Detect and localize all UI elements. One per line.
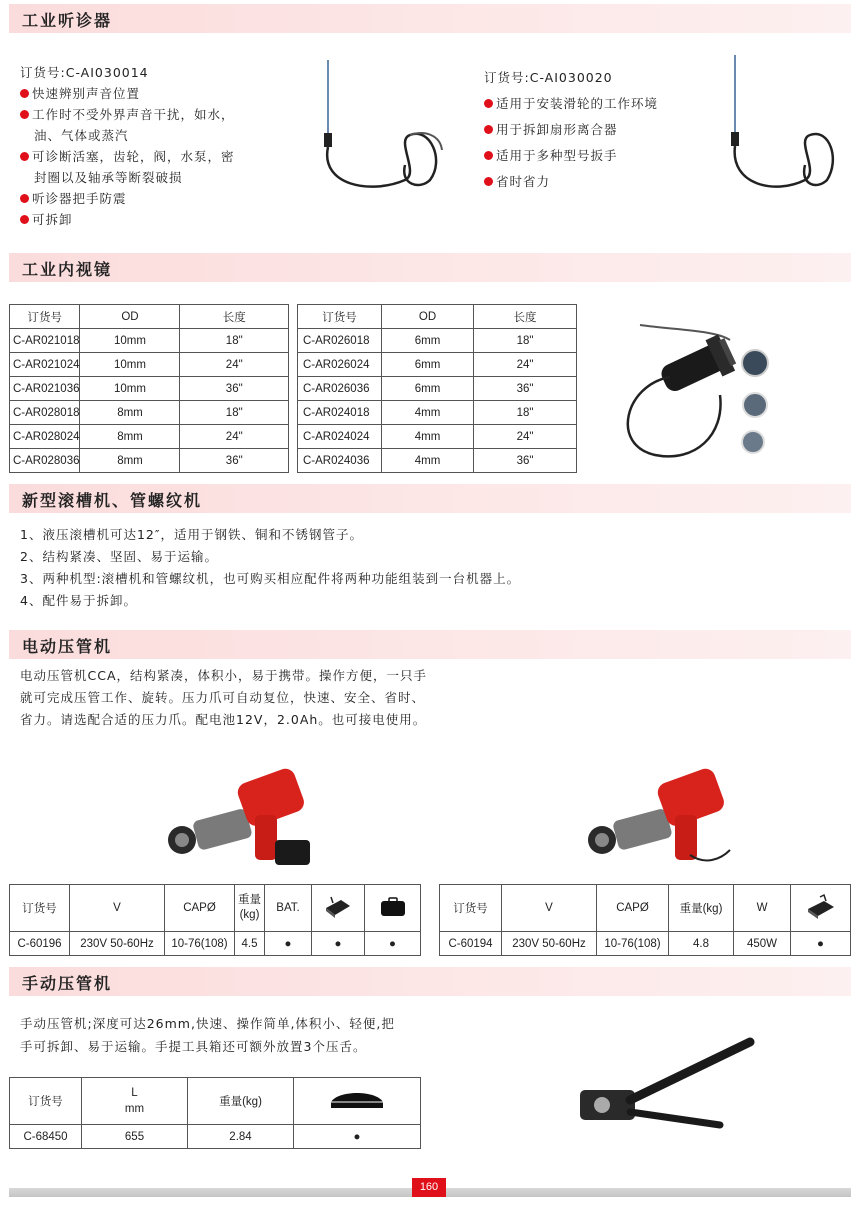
header-weight: 重量(kg) xyxy=(669,885,734,932)
cell-order: C-AR021024 xyxy=(10,353,80,377)
bullet-continuation: 油、气体或蒸汽 xyxy=(34,128,129,143)
header-od: OD xyxy=(80,305,180,329)
header-battery: BAT. xyxy=(265,885,312,932)
cell-od: 10mm xyxy=(80,353,180,377)
cell-length: 36" xyxy=(180,449,289,473)
cell-od: 10mm xyxy=(80,329,180,353)
section-header-endoscope xyxy=(9,253,851,282)
text-line: 电动压管机CCA，结构紧凑，体积小，易于携带。操作方便，一只手 xyxy=(20,668,428,683)
header-order: 订货号 xyxy=(10,1078,82,1125)
cell-length: 36" xyxy=(180,377,289,401)
bullet-text: 适用于安装滑轮的工作环境 xyxy=(496,96,659,111)
header-cap: CAPØ xyxy=(165,885,235,932)
table-row xyxy=(298,425,577,449)
table-row xyxy=(298,401,577,425)
table-row xyxy=(10,932,421,956)
cell-voltage: 230V 50-60Hz xyxy=(70,932,165,956)
bullet-dot xyxy=(20,215,29,224)
cell-length: 655 xyxy=(82,1125,188,1149)
header-weight xyxy=(235,885,265,932)
table-row xyxy=(10,329,289,353)
cell-order: C-AR028018 xyxy=(10,401,80,425)
cell-order: C-68450 xyxy=(10,1125,82,1149)
bullet-text: 可拆卸 xyxy=(32,212,73,227)
electric-press-tool-image xyxy=(580,755,740,875)
bullet-text: 听诊器把手防震 xyxy=(32,191,127,206)
endoscope-table-left xyxy=(9,304,289,473)
section-title: 手动压管机 xyxy=(22,974,113,993)
electric-press-description xyxy=(20,665,427,731)
bullet-dot xyxy=(484,177,493,186)
cell-order: C-AR024036 xyxy=(298,449,382,473)
section-header-stethoscope xyxy=(9,4,851,33)
text-line: 手可拆卸、易于运输。手提工具箱还可额外放置3个压舌。 xyxy=(20,1039,367,1054)
cell-length: 18" xyxy=(180,329,289,353)
electric-press-table-2 xyxy=(439,884,851,956)
section-header-grooving xyxy=(9,484,851,513)
cell-order: C-60194 xyxy=(440,932,502,956)
bullet-text: 可诊断活塞，齿轮，阀，水泵，密 xyxy=(32,149,235,164)
bullet-continuation: 封圈以及轴承等断裂破损 xyxy=(34,170,183,185)
table-row xyxy=(298,353,577,377)
bullet-text: 工作时不受外界声音干扰，如水， xyxy=(32,107,235,122)
cell-order: C-AR026036 xyxy=(298,377,382,401)
bullet-dot xyxy=(484,151,493,160)
table-row xyxy=(10,401,289,425)
cell-od: 8mm xyxy=(80,449,180,473)
cell-length: 18" xyxy=(474,401,577,425)
bullet-dot xyxy=(20,110,29,119)
toolbox-icon xyxy=(328,1088,386,1112)
header-case xyxy=(365,885,421,932)
section-title: 工业内视镜 xyxy=(22,260,113,279)
table-header-row xyxy=(10,885,421,932)
text-line: 手动压管机;深度可达26mm,快速、操作简单,体积小、轻便,把 xyxy=(20,1016,395,1031)
header-order: 订货号 xyxy=(440,885,502,932)
table-header-row xyxy=(10,305,289,329)
page-number: 160 xyxy=(412,1178,446,1197)
table-row xyxy=(10,449,289,473)
header-length: 长度 xyxy=(474,305,577,329)
cell-od: 8mm xyxy=(80,425,180,449)
manual-press-table xyxy=(9,1077,421,1149)
cell-battery: ● xyxy=(265,932,312,956)
text-line: 4、配件易于拆卸。 xyxy=(20,593,137,608)
cell-wattage: 450W xyxy=(734,932,791,956)
text-line: 1、液压滚槽机可达12″，适用于钢铁、铜和不锈钢管子。 xyxy=(20,527,364,542)
text-line: 省力。请选配合适的压力爪。配电池12V，2.0Ah。也可接电使用。 xyxy=(20,712,427,727)
table-row xyxy=(440,932,851,956)
cell-weight: 2.84 xyxy=(188,1125,294,1149)
stethoscope-left-info xyxy=(20,62,235,230)
header-case xyxy=(294,1078,421,1125)
endoscope-table-right xyxy=(297,304,577,473)
header-od: OD xyxy=(382,305,474,329)
cell-od: 6mm xyxy=(382,329,474,353)
table-row xyxy=(298,449,577,473)
cell-od: 4mm xyxy=(382,401,474,425)
header-length xyxy=(82,1078,188,1125)
cell-order: C-AR021036 xyxy=(10,377,80,401)
order-number: 订货号:C-AI030020 xyxy=(484,70,613,85)
cell-od: 10mm xyxy=(80,377,180,401)
cell-od: 8mm xyxy=(80,401,180,425)
cell-order: C-AR024024 xyxy=(298,425,382,449)
order-number: 订货号:C-AI030014 xyxy=(20,65,149,80)
section-header-manual-press xyxy=(9,967,851,996)
cell-order: C-AR026018 xyxy=(298,329,382,353)
table-row xyxy=(298,377,577,401)
section-title: 电动压管机 xyxy=(22,637,113,656)
cell-length: 18" xyxy=(474,329,577,353)
bullet-dot xyxy=(20,194,29,203)
header-length-label: L xyxy=(131,1087,138,1099)
bullet-dot xyxy=(484,99,493,108)
electric-press-table-1 xyxy=(9,884,421,956)
stethoscope-right-info xyxy=(484,65,658,195)
header-voltage: V xyxy=(70,885,165,932)
stethoscope-image xyxy=(310,55,460,200)
case-icon xyxy=(804,893,838,921)
cell-voltage: 230V 50-60Hz xyxy=(502,932,597,956)
bullet-dot xyxy=(20,152,29,161)
section-title: 新型滚槽机、管螺纹机 xyxy=(22,491,203,510)
cell-order: C-AR028024 xyxy=(10,425,80,449)
text-line: 2、结构紧凑、坚固、易于运输。 xyxy=(20,549,218,564)
table-row xyxy=(10,425,289,449)
cell-od: 6mm xyxy=(382,377,474,401)
cell-length: 24" xyxy=(474,353,577,377)
cell-cap: 10-76(108) xyxy=(597,932,669,956)
table-row xyxy=(10,1125,421,1149)
text-line: 就可完成压管工作、旋转。压力爪可自动复位，快速、安全、省时、 xyxy=(20,690,426,705)
header-weight-unit: (kg) xyxy=(239,909,260,921)
cell-length: 24" xyxy=(180,425,289,449)
table-header-row xyxy=(440,885,851,932)
header-voltage: V xyxy=(502,885,597,932)
table-row xyxy=(298,329,577,353)
header-wattage: W xyxy=(734,885,791,932)
table-header-row xyxy=(10,1078,421,1125)
manual-press-tool-image xyxy=(570,1030,760,1130)
header-order: 订货号 xyxy=(298,305,382,329)
header-weight: 重量(kg) xyxy=(188,1078,294,1125)
cell-order: C-AR026024 xyxy=(298,353,382,377)
header-cap: CAPØ xyxy=(597,885,669,932)
cell-length: 24" xyxy=(474,425,577,449)
cell-order: C-AR024018 xyxy=(298,401,382,425)
cell-length: 18" xyxy=(180,401,289,425)
table-row xyxy=(10,353,289,377)
battery-icon xyxy=(323,894,353,920)
cell-od: 4mm xyxy=(382,425,474,449)
header-length: 长度 xyxy=(180,305,289,329)
cell-od: 4mm xyxy=(382,449,474,473)
carry-case-icon xyxy=(379,896,407,918)
cell-order: C-AR021018 xyxy=(10,329,80,353)
cell-case: ● xyxy=(365,932,421,956)
bullet-text: 省时省力 xyxy=(496,174,551,189)
cell-weight: 4.8 xyxy=(669,932,734,956)
header-case xyxy=(791,885,851,932)
table-row xyxy=(10,377,289,401)
cell-case: ● xyxy=(791,932,851,956)
bullet-dot xyxy=(20,89,29,98)
cell-od: 6mm xyxy=(382,353,474,377)
bullet-text: 用于拆卸扇形离合器 xyxy=(496,122,618,137)
bullet-text: 适用于多种型号扳手 xyxy=(496,148,618,163)
cell-order: C-AR028036 xyxy=(10,449,80,473)
cell-order: C-60196 xyxy=(10,932,70,956)
cell-length: 36" xyxy=(474,377,577,401)
cell-length: 36" xyxy=(474,449,577,473)
cell-case: ● xyxy=(294,1125,421,1149)
text-line: 3、两种机型:滚槽机和管螺纹机，也可购买相应配件将两种功能组装到一台机器上。 xyxy=(20,571,521,586)
cell-length: 24" xyxy=(180,353,289,377)
cell-cap: 10-76(108) xyxy=(165,932,235,956)
electric-press-tool-image xyxy=(160,755,320,875)
section-title: 工业听诊器 xyxy=(22,11,113,30)
manual-press-description xyxy=(20,1012,395,1058)
header-order: 订货号 xyxy=(10,885,70,932)
header-length-unit: mm xyxy=(124,1103,145,1115)
endoscope-image xyxy=(615,315,775,465)
header-weight-label: 重量 xyxy=(238,894,261,906)
header-battery-pack xyxy=(312,885,365,932)
section-header-electric-press xyxy=(9,630,851,659)
cell-battery-pack: ● xyxy=(312,932,365,956)
grooving-description xyxy=(20,524,520,612)
table-header-row xyxy=(298,305,577,329)
bullet-dot xyxy=(484,125,493,134)
cell-weight: 4.5 xyxy=(235,932,265,956)
header-order: 订货号 xyxy=(10,305,80,329)
bullet-text: 快速辨别声音位置 xyxy=(32,86,141,101)
stethoscope-image xyxy=(715,50,845,200)
